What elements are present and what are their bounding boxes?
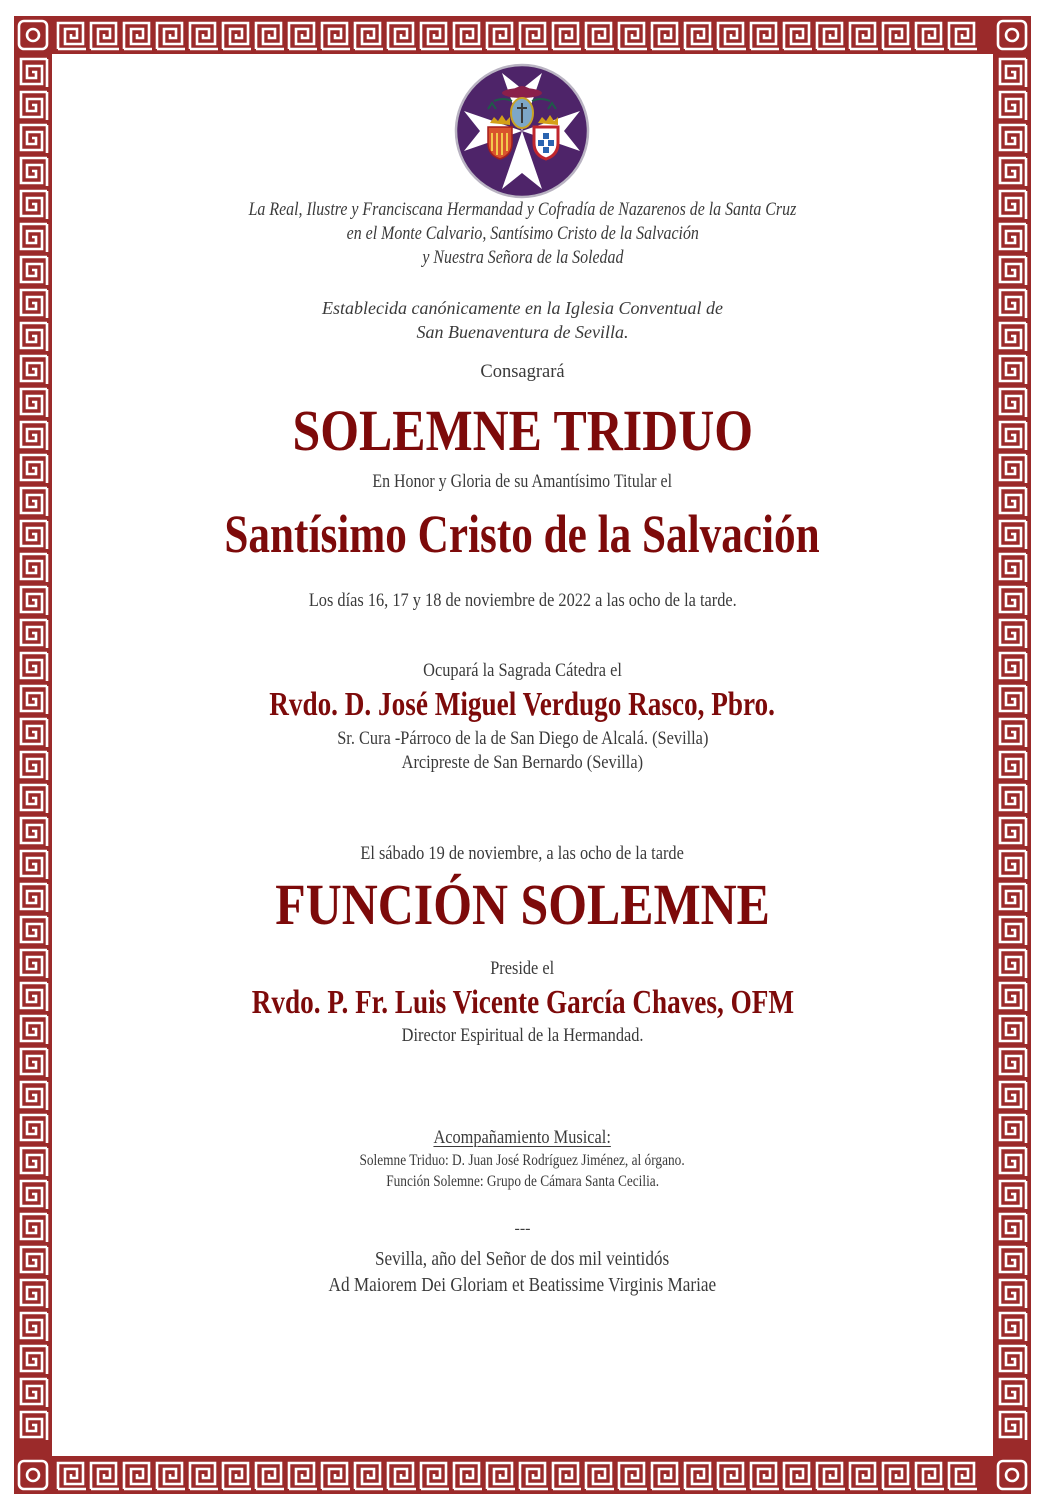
preacher-role-1: Sr. Cura -Párroco de la de San Diego de Alcalá. (Sevilla) [336, 728, 709, 749]
brotherhood-name-line-3: y Nuestra Señora de la Soledad [421, 248, 624, 268]
presider-role: Director Espiritual de la Hermandad. [401, 1025, 644, 1046]
preacher-name: Rvdo. D. José Miguel Verdugo Rasco, Pbro. [269, 686, 776, 723]
triduo-dedication: En Honor y Gloria de su Amantísimo Titular el [372, 472, 673, 492]
brotherhood-coat-of-arms-icon [454, 63, 590, 199]
preacher-role-2: Arcipreste de San Bernardo (Sevilla) [401, 752, 644, 773]
titular-name: Santísimo Cristo de la Salvación [224, 504, 821, 564]
music-heading: Acompañamiento Musical: [433, 1127, 612, 1148]
brotherhood-name-line-1: La Real, Ilustre y Franciscana Hermandad y Cofradía de Nazarenos de la Santa Cruz [248, 200, 797, 220]
footer-motto: Ad Maiorem Dei Gloriam et Beatissime Virginis Mariae [328, 1274, 717, 1296]
establishment-line-2: San Buenaventura de Sevilla. [416, 322, 629, 342]
triduo-dates: Los días 16, 17 y 18 de noviembre de 2022 a las ocho de la tarde. [308, 590, 737, 611]
triduo-title: SOLEMNE TRIDUO [292, 398, 753, 463]
music-line-funcion: Función Solemne: Grupo de Cámara Santa Cecilia. [386, 1173, 659, 1190]
establishment-line-1: Establecida canónicamente en la Iglesia Conventual de [322, 298, 723, 318]
presider-name: Rvdo. P. Fr. Luis Vicente García Chaves, OFM [251, 984, 794, 1021]
preacher-intro: Ocupará la Sagrada Cátedra el [423, 660, 622, 681]
funcion-date: El sábado 19 de noviembre, a las ocho de la tarde [360, 843, 685, 864]
footer-separator: --- [514, 1220, 531, 1237]
brotherhood-name-line-2: en el Monte Calvario, Santísimo Cristo de la Salvación [346, 224, 699, 244]
intro-consagrara: Consagrará [480, 362, 565, 382]
presider-intro: Preside el [490, 958, 555, 979]
footer-place-year: Sevilla, año del Señor de dos mil veintidós [375, 1248, 670, 1270]
music-line-triduo: Solemne Triduo: D. Juan José Rodríguez Jiménez, al órgano. [359, 1152, 686, 1169]
funcion-title: FUNCIÓN SOLEMNE [275, 872, 770, 937]
